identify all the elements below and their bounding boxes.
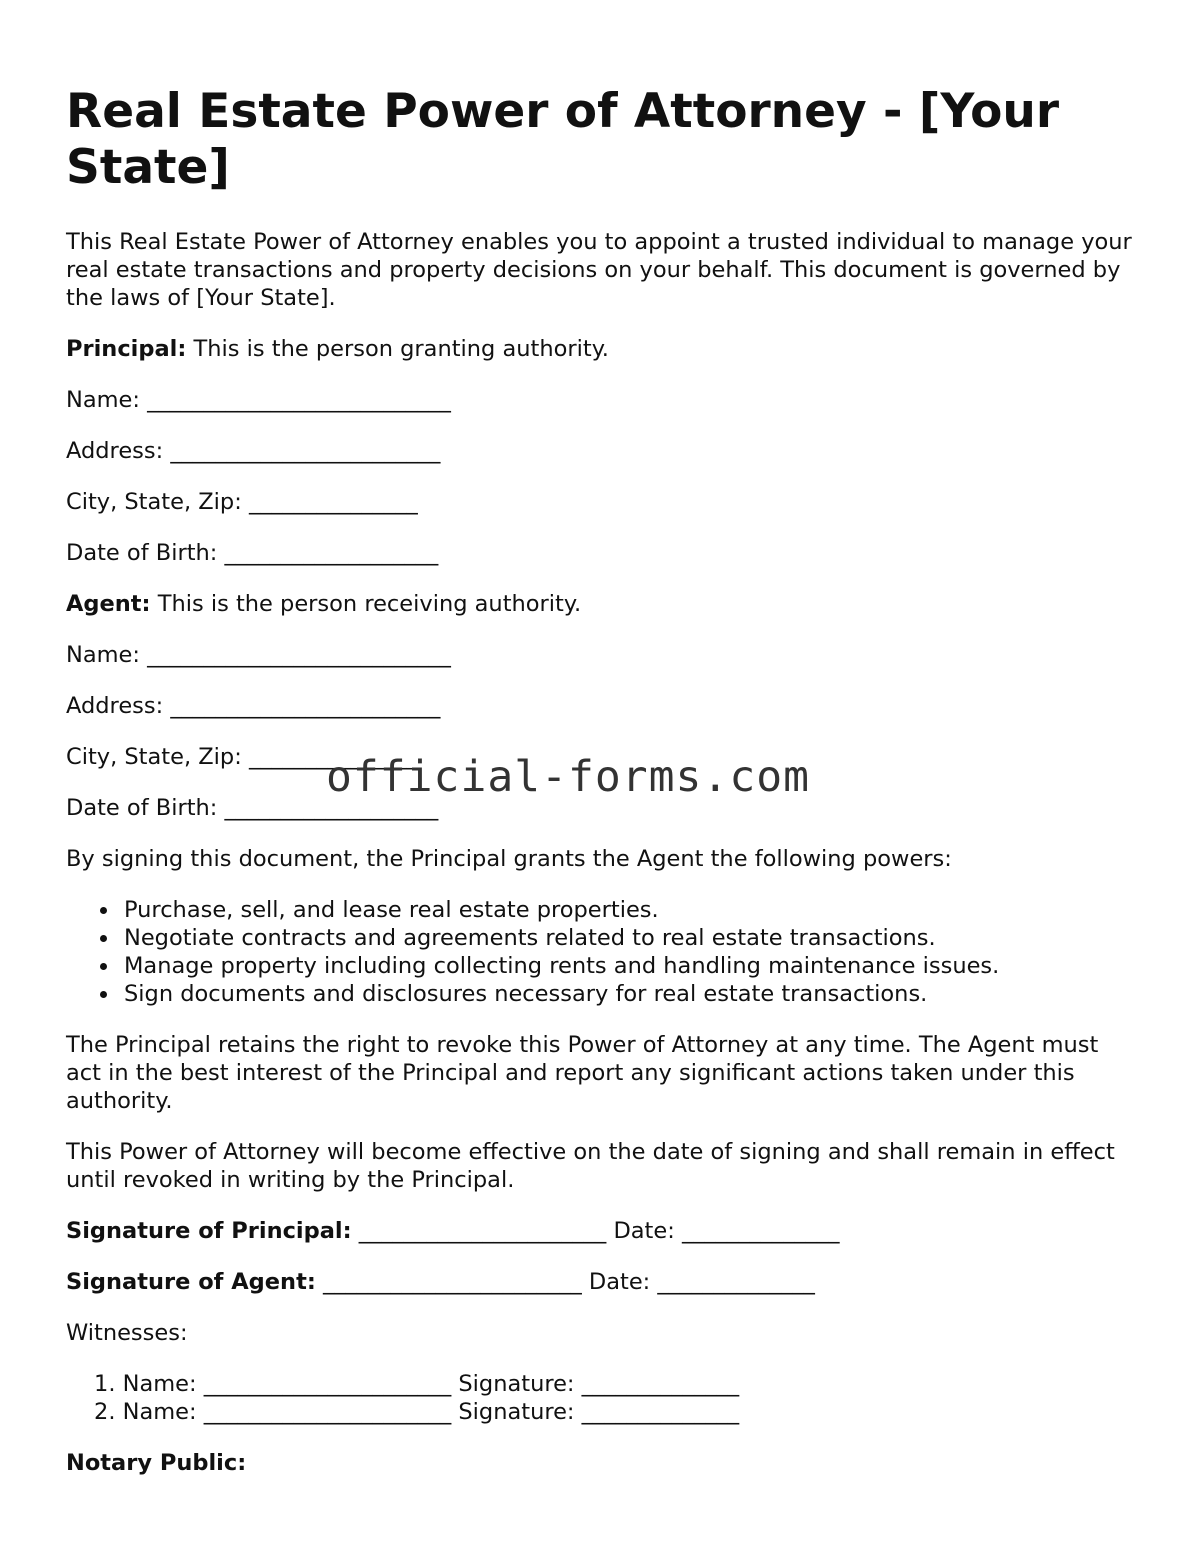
effective-paragraph: This Power of Attorney will become effective on the date of signing and shall remain in effect until revoked in writing by the Principal. [66, 1139, 1115, 1193]
principal-signature-line [66, 1217, 1136, 1245]
power-item: Sign documents and disclosures necessary for real estate transactions. [124, 980, 1136, 1008]
bullet-icon [100, 907, 107, 914]
principal-city-field: City, State, Zip: _______________ [66, 489, 418, 515]
notary-label: Notary Public: [66, 1450, 247, 1476]
power-item: Manage property including collecting rents and handling maintenance issues. [124, 952, 1136, 980]
power-item: Negotiate contracts and agreements related to real estate transactions. [124, 924, 1136, 952]
revoke-paragraph: The Principal retains the right to revoke this Power of Attorney at any time. The Agent must act in the best interest of the Principal and report any significant actions taken under this authority. [66, 1032, 1099, 1114]
principal-address-field: Address: ________________________ [66, 438, 441, 464]
agent-dob-field: Date of Birth: ___________________ [66, 795, 439, 821]
powers-list [66, 896, 1136, 1008]
bullet-icon [100, 935, 107, 942]
watermark: official-forms.com [326, 752, 810, 802]
agent-address-field: Address: ________________________ [66, 693, 441, 719]
power-item: Purchase, sell, and lease real estate properties. [124, 896, 1136, 924]
principal-name-field: Name: ___________________________ [66, 387, 451, 413]
agent-signature-label: Signature of Agent: [66, 1269, 316, 1295]
agent-signature-blank: _______________________ Date: ______________ [315, 1269, 815, 1295]
agent-section-heading [66, 590, 1136, 618]
witness-item: 2. Name: ______________________ Signature: ______________ [94, 1399, 740, 1425]
agent-label: Agent: [66, 591, 151, 617]
witnesses-list [66, 1370, 1136, 1426]
principal-section-heading [66, 335, 1136, 363]
intro-paragraph: This Real Estate Power of Attorney enables you to appoint a trusted individual to manage your real estate transactions and property decisions on your behalf. This document is governed by the laws of [Your State]. [66, 229, 1132, 311]
principal-label: Principal: [66, 336, 187, 362]
document-title: Real Estate Power of Attorney - [Your State] [66, 84, 1060, 195]
bullet-icon [100, 991, 107, 998]
powers-intro: By signing this document, the Principal grants the Agent the following powers: [66, 846, 952, 872]
principal-signature-label: Signature of Principal: [66, 1218, 352, 1244]
bullet-icon [100, 963, 107, 970]
witnesses-label: Witnesses: [66, 1320, 188, 1346]
witness-item: 1. Name: ______________________ Signature: ______________ [94, 1371, 740, 1397]
agent-signature-line [66, 1268, 1136, 1296]
principal-dob-field: Date of Birth: ___________________ [66, 540, 439, 566]
principal-signature-blank: ______________________ Date: ______________ [351, 1218, 840, 1244]
principal-description: This is the person granting authority. [186, 336, 609, 362]
agent-description: This is the person receiving authority. [150, 591, 582, 617]
agent-city-field: City, State, Zip: _______________ [66, 744, 418, 770]
agent-name-field: Name: ___________________________ [66, 642, 451, 668]
